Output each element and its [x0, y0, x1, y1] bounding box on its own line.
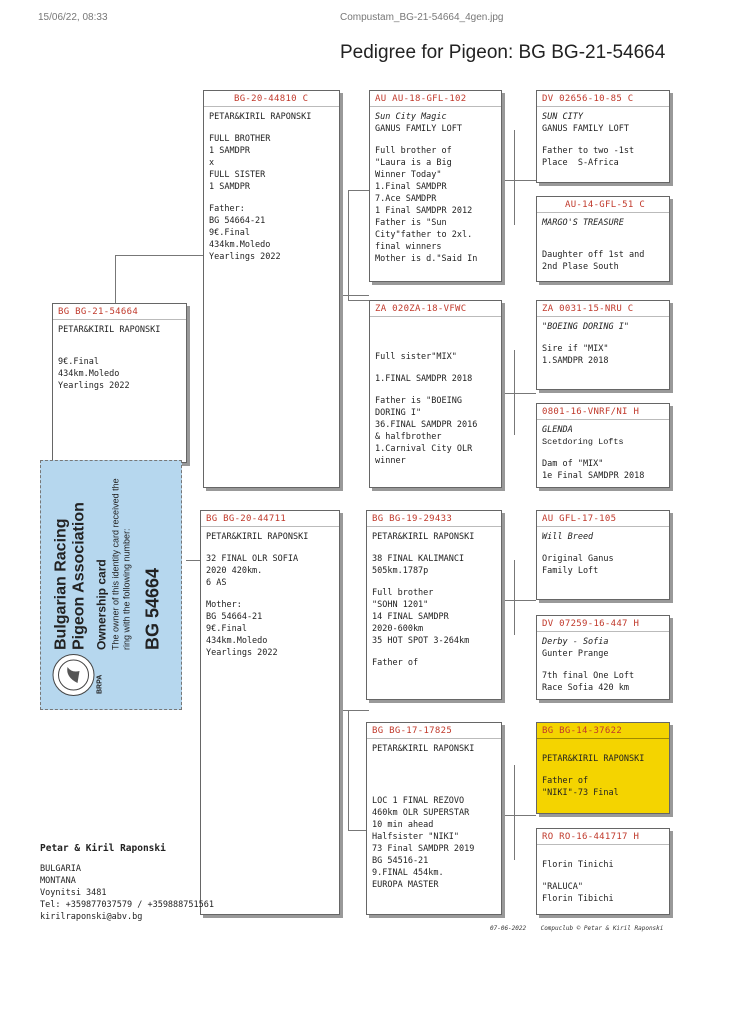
ring-number: BG BG-19-29433 [367, 513, 501, 527]
connector-line [348, 190, 349, 300]
info-line: FULL BROTHER [209, 134, 271, 144]
card-ring-number: BG 54664 [142, 567, 163, 650]
info-line: City"father to 2xl. [375, 230, 473, 240]
info-line: "SOHN 1201" [372, 600, 429, 610]
info-line: 6 AS [206, 578, 227, 588]
info-line: Father to two -1st [542, 146, 635, 156]
info-line: FULL SISTER [209, 170, 266, 180]
info-line: 9.FINAL 454km. [372, 868, 444, 878]
connector-line [514, 560, 515, 635]
info-line: Yearlings 2022 [206, 648, 278, 658]
info-line: 1 SAMDPR [209, 182, 250, 192]
info-line: Florin Tibichi [542, 894, 614, 904]
ring-number: ZA 020ZA-18-VFWC [370, 303, 501, 317]
ring-number: AU-14-GFL-51 C [537, 199, 669, 213]
card-abbreviation: BRPA [96, 674, 104, 694]
info-line: final winners [375, 242, 442, 252]
dam-sire-dam-card[interactable] [536, 615, 670, 700]
info-line: Father is "Sun [375, 218, 447, 228]
ring-number: BG BG-21-54664 [53, 306, 186, 320]
info-line: Yearlings 2022 [58, 381, 130, 391]
owner-info [40, 843, 214, 923]
info-line: "Laura is a Big [375, 158, 452, 168]
connector-line [502, 600, 536, 601]
connector-line [502, 815, 536, 816]
info-line: Sire if "MIX" [542, 344, 609, 354]
connector-line [348, 190, 369, 191]
info-line: 505km.1787p [372, 566, 429, 576]
info-line: Halfsister "NIKI" [372, 832, 459, 842]
sire-sire-dam-card[interactable] [536, 196, 670, 282]
footer-credit: Compuclub © Petar & Kiril Raponski [540, 925, 664, 932]
info-line: Race Sofia 420 km [542, 683, 629, 693]
ring-number: BG BG-20-44711 [201, 513, 339, 527]
print-datetime: 15/06/22, 08:33 [38, 12, 108, 23]
connector-line [115, 255, 116, 303]
owner-name: PETAR&KIRIL RAPONSKI [542, 754, 645, 764]
sire-card[interactable] [203, 90, 340, 488]
dam-sire-card[interactable] [366, 510, 502, 700]
info-line: "NIKI"-73 Final [542, 788, 619, 798]
pigeon-name: Derby - Sofia [542, 637, 609, 647]
owner-title: Petar & Kiril Raponski [40, 843, 166, 854]
info-line: Full brother of [375, 146, 452, 156]
info-line: Mother is d."Said In [375, 254, 478, 264]
info-line: BG 54664-21 [209, 216, 266, 226]
pigeon-name: Sun City Magic [375, 112, 447, 122]
brpa-logo-icon [53, 654, 95, 696]
info-line: Original Ganus [542, 554, 614, 564]
info-line: Family Loft [542, 566, 599, 576]
owner-name: PETAR&KIRIL RAPONSKI [372, 744, 475, 754]
info-line: winner [375, 456, 406, 466]
info-line: BG 54516-21 [372, 856, 429, 866]
info-line: Father is "BOEING [375, 396, 462, 406]
info-line: 1e Final SAMDPR 2018 [542, 471, 645, 481]
info-line: 9€.Final [209, 228, 250, 238]
pigeon-name: GLENDA [542, 425, 573, 435]
ring-number: DV 02656-10-85 C [537, 93, 669, 107]
owner-email[interactable]: kirilraponski@abv.bg [40, 912, 143, 922]
info-line: x [209, 158, 215, 168]
info-line: 32 FINAL OLR SOFIA [206, 554, 299, 564]
owner-name: GANUS FAMILY LOFT [542, 124, 629, 134]
info-line: Father of [542, 776, 589, 786]
info-line: 2020-600km [372, 624, 424, 634]
dam-card[interactable] [200, 510, 340, 915]
owner-name: PETAR&KIRIL RAPONSKI [206, 532, 309, 542]
info-line: 7.Ace SAMDPR [375, 194, 437, 204]
connector-line [348, 710, 349, 830]
subject-pigeon-card[interactable] [52, 303, 187, 463]
sire-sire-sire-card[interactable] [536, 90, 670, 183]
ring-number: BG BG-17-17825 [367, 725, 501, 739]
info-line: 9€.Final [58, 357, 99, 367]
owner-name: Florin Tinichi [542, 860, 614, 870]
info-line: Dam of "MIX" [542, 459, 604, 469]
connector-line [514, 130, 515, 225]
info-line: Full brother [372, 588, 434, 598]
info-line: 1.Carnival City OLR [375, 444, 473, 454]
info-line: 10 min ahead [372, 820, 434, 830]
connector-line [115, 255, 203, 256]
ring-number: RO RO-16-441717 H [537, 831, 669, 845]
info-line: DORING I" [375, 408, 422, 418]
info-line: Winner Today" [375, 170, 442, 180]
info-line: Full sister"MIX" [375, 352, 457, 362]
owner-name: Scetdoring Lofts [542, 437, 624, 447]
info-line: BG 54664-21 [206, 612, 263, 622]
info-line: 434km.Moledo [58, 369, 120, 379]
info-line: 460km OLR SUPERSTAR [372, 808, 470, 818]
info-line: 9€.Final [206, 624, 247, 634]
sire-sire-card[interactable] [369, 90, 502, 282]
footer [490, 925, 663, 932]
owner-name: Gunter Prange [542, 649, 609, 659]
info-line: LOC 1 FINAL REZOVO [372, 796, 465, 806]
info-line: 73 Final SAMDPR 2019 [372, 844, 475, 854]
info-line: Place S-Africa [542, 158, 619, 168]
connector-line [339, 295, 369, 296]
owner-country: BULGARIA [40, 864, 81, 874]
pigeon-name: MARGO'S TREASURE [542, 218, 624, 228]
info-line: 14 FINAL SAMDPR [372, 612, 449, 622]
info-line: 434km.Moledo [206, 636, 268, 646]
info-line: "RALUCA" [542, 882, 583, 892]
info-line: 2020 420km. [206, 566, 263, 576]
ring-number: DV 07259-16-447 H [537, 618, 669, 632]
owner-name: PETAR&KIRIL RAPONSKI [209, 112, 312, 122]
connector-line [339, 710, 369, 711]
owner-name: GANUS FAMILY LOFT [375, 124, 462, 134]
info-line: 7th final One Loft [542, 671, 635, 681]
dam-dam-sire-card[interactable] [536, 722, 670, 814]
info-line: & halfbrother [375, 432, 442, 442]
card-type: Ownership card [94, 559, 109, 650]
owner-region: MONTANA [40, 876, 76, 886]
info-line: 1.SAMDPR 2018 [542, 356, 609, 366]
sire-dam-card[interactable] [369, 300, 502, 488]
info-line: 1.FINAL SAMDPR 2018 [375, 374, 473, 384]
info-line: 1 Final SAMDPR 2012 [375, 206, 473, 216]
dam-sire-sire-card[interactable] [536, 510, 670, 600]
owner-name: PETAR&KIRIL RAPONSKI [58, 325, 161, 335]
pigeon-name: "BOEING DORING I" [542, 322, 629, 332]
ownership-card [40, 460, 182, 710]
info-line: 35 HOT SPOT 3-264km [372, 636, 470, 646]
sire-dam-dam-card[interactable] [536, 403, 670, 488]
owner-phone: Tel: +359877037579 / +359888751561 [40, 900, 214, 910]
pigeon-name: Will Breed [542, 532, 594, 542]
card-organization: Bulgarian Racing Pigeon Association [52, 502, 88, 650]
sire-dam-sire-card[interactable] [536, 300, 670, 390]
dam-dam-dam-card[interactable] [536, 828, 670, 915]
info-line: 2nd Plase South [542, 262, 619, 272]
info-line: Daughter off 1st and [542, 250, 645, 260]
ring-number: AU GFL-17-105 [537, 513, 669, 527]
info-line: Mother: [206, 600, 242, 610]
info-line: 1.Final SAMDPR [375, 182, 447, 192]
connector-line [502, 393, 536, 394]
ring-number: 0801-16-VNRF/NI H [537, 406, 669, 420]
dam-dam-card[interactable] [366, 722, 502, 915]
info-line: Yearlings 2022 [209, 252, 281, 262]
info-line: 38 FINAL KALIMANCI [372, 554, 465, 564]
connector-line [502, 180, 536, 181]
pigeon-name: SUN CITY [542, 112, 583, 122]
info-line: 1 SAMDPR [209, 146, 250, 156]
file-name: Compustam_BG-21-54664_4gen.jpg [340, 12, 504, 23]
ring-number: AU AU-18-GFL-102 [370, 93, 501, 107]
info-line: Father of [372, 658, 419, 668]
footer-date: 07-06-2022 [490, 925, 527, 932]
card-description: The owner of this identity card received the ring with the following number: [110, 478, 132, 650]
info-line: Father: [209, 204, 245, 214]
connector-line [514, 765, 515, 860]
ring-number: ZA 0031-15-NRU C [537, 303, 669, 317]
ring-number: BG BG-14-37622 [537, 725, 669, 739]
connector-line [348, 300, 369, 301]
owner-street: Voynitsi 3481 [40, 888, 107, 898]
page-title: Pedigree for Pigeon: BG BG-21-54664 [340, 42, 666, 63]
info-line: 36.FINAL SAMDPR 2016 [375, 420, 478, 430]
ring-number: BG-20-44810 C [204, 93, 339, 107]
info-line: EUROPA MASTER [372, 880, 439, 890]
info-line: 434km.Moledo [209, 240, 271, 250]
owner-name: PETAR&KIRIL RAPONSKI [372, 532, 475, 542]
